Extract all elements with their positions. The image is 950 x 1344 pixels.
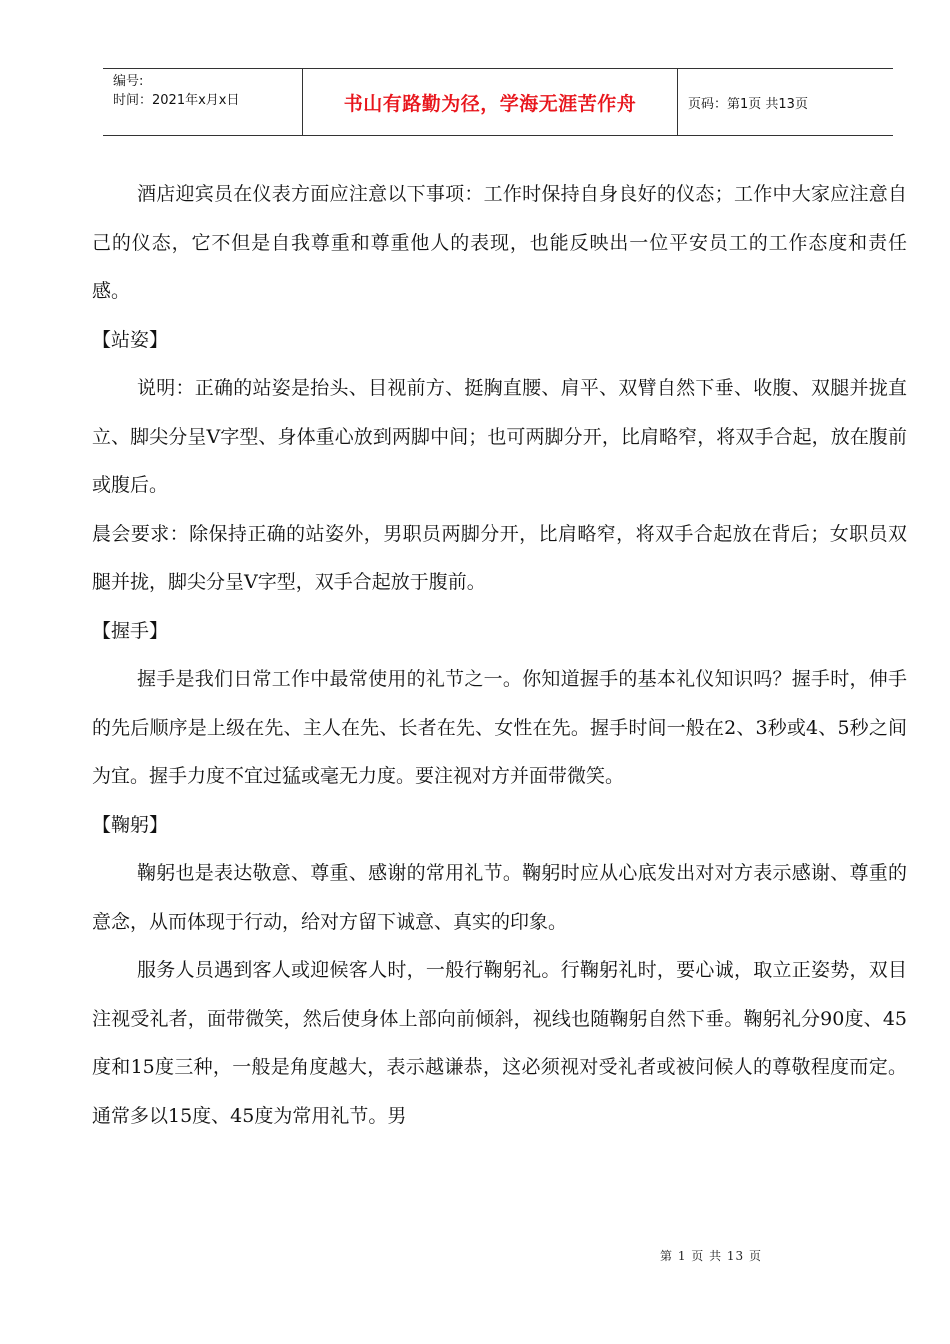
header-meta bbox=[103, 69, 303, 135]
bow-intro-paragraph: 鞠躬也是表达敬意、尊重、感谢的常用礼节。鞠躬时应从心底发出对对方表示感谢、尊重的意念，从而体现于行动，给对方留下诚意、真实的印象。 bbox=[92, 862, 907, 933]
bow-service-paragraph: 服务人员遇到客人或迎候客人时，一般行鞠躬礼。行鞠躬礼时，要心诚，取立正姿势，双目注视受礼者，面带微笑，然后使身体上部向前倾斜，视线也随鞠躬自然下垂。鞠躬礼分90度、45度和15度三种，一般是角度越大，表示越谦恭，这必须视对受礼者或被问候人的尊敬程度而定。通常多以15度、45度为常用礼节。男 bbox=[92, 959, 907, 1127]
section-heading-bow: 【鞠躬】 bbox=[92, 813, 169, 836]
header-motto: 书山有路勤为径，学海无涯苦作舟 bbox=[303, 69, 678, 135]
page-header bbox=[103, 68, 893, 136]
page-footer: 第 1 页 共 13 页 bbox=[660, 1249, 762, 1263]
intro-paragraph: 酒店迎宾员在仪表方面应注意以下事项：工作时保持自身良好的仪态；工作中大家应注意自己的仪态，它不但是自我尊重和尊重他人的表现，也能反映出一位平安员工的工作态度和责任感。 bbox=[92, 183, 907, 302]
header-number-label: 编号: bbox=[113, 74, 144, 89]
handshake-paragraph: 握手是我们日常工作中最常使用的礼节之一。你知道握手的基本礼仪知识吗？握手时，伸手的先后顺序是上级在先、主人在先、长者在先、女性在先。握手时间一般在2、3秒或4、5秒之间为宜。握手力度不宜过猛或毫无力度。要注视对方并面带微笑。 bbox=[92, 668, 907, 787]
header-time-label: 时间：2021年x月x日 bbox=[113, 93, 240, 108]
section-heading-standing: 【站姿】 bbox=[92, 328, 169, 351]
header-page-info: 页码：第1页 共13页 bbox=[688, 96, 808, 112]
section-heading-handshake: 【握手】 bbox=[92, 619, 169, 642]
standing-description-paragraph: 说明：正确的站姿是抬头、目视前方、挺胸直腰、肩平、双臂自然下垂、收腹、双腿并拢直立、脚尖分呈V字型、身体重心放到两脚中间；也可两脚分开，比肩略窄，将双手合起，放在腹前或腹后。 bbox=[92, 377, 907, 496]
document-body bbox=[92, 170, 907, 1140]
morning-meeting-paragraph: 晨会要求：除保持正确的站姿外，男职员两脚分开，比肩略窄，将双手合起放在背后；女职员双腿并拢，脚尖分呈V字型，双手合起放于腹前。 bbox=[92, 522, 907, 593]
